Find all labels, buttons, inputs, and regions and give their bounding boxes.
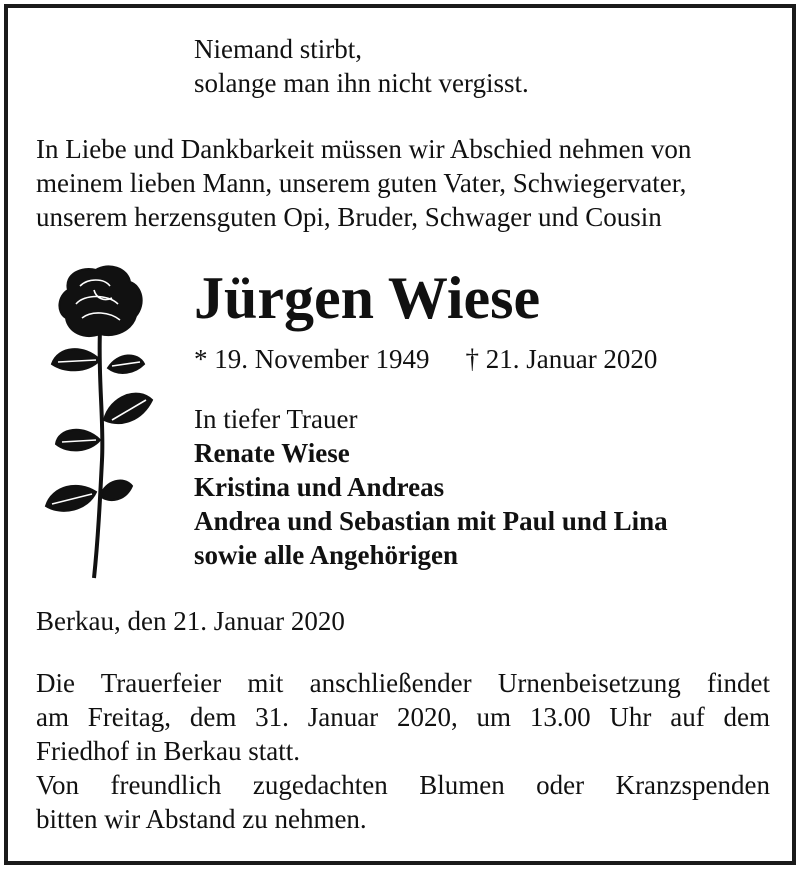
- birth-date: * 19. November 1949: [194, 344, 430, 374]
- obituary-frame: [4, 4, 796, 865]
- mourner-name: sowie alle Angehörigen: [194, 540, 458, 570]
- mourner-name: Andrea und Sebastian mit Paul und Lina: [194, 506, 668, 536]
- motto-line-1: Niemand stirbt,: [194, 34, 362, 64]
- funeral-line-4: Von freundlich zugedachten Blumen oder Kranzspenden: [36, 770, 770, 800]
- deceased-name: Jürgen Wiese: [194, 265, 541, 331]
- intro-text: [36, 132, 691, 234]
- mourner-name: Kristina und Andreas: [194, 472, 445, 502]
- place-date: Berkau, den 21. Januar 2020: [36, 606, 345, 636]
- intro-line-1: In Liebe und Dankbarkeit müssen wir Abschied nehmen von: [36, 134, 692, 164]
- funeral-notice: [36, 666, 770, 836]
- rose-icon: [38, 260, 156, 580]
- mourner-name: Renate Wiese: [194, 438, 350, 468]
- intro-line-3: unserem herzensguten Opi, Bruder, Schwager und Cousin: [36, 202, 662, 232]
- life-dates: [194, 342, 657, 376]
- mourners-block: [194, 402, 668, 572]
- motto: [194, 32, 529, 100]
- funeral-line-3: Friedhof in Berkau statt.: [36, 736, 300, 766]
- motto-line-2: solange man ihn nicht vergisst.: [194, 68, 529, 98]
- funeral-line-1: Die Trauerfeier mit anschließender Urnenbeisetzung findet: [36, 668, 770, 698]
- mourners-heading: In tiefer Trauer: [194, 404, 358, 434]
- funeral-line-2: am Freitag, dem 31. Januar 2020, um 13.00 Uhr auf dem: [36, 702, 770, 732]
- death-date: † 21. Januar 2020: [465, 344, 658, 374]
- funeral-line-5: bitten wir Abstand zu nehmen.: [36, 804, 367, 834]
- intro-line-2: meinem lieben Mann, unserem guten Vater, Schwiegervater,: [36, 168, 687, 198]
